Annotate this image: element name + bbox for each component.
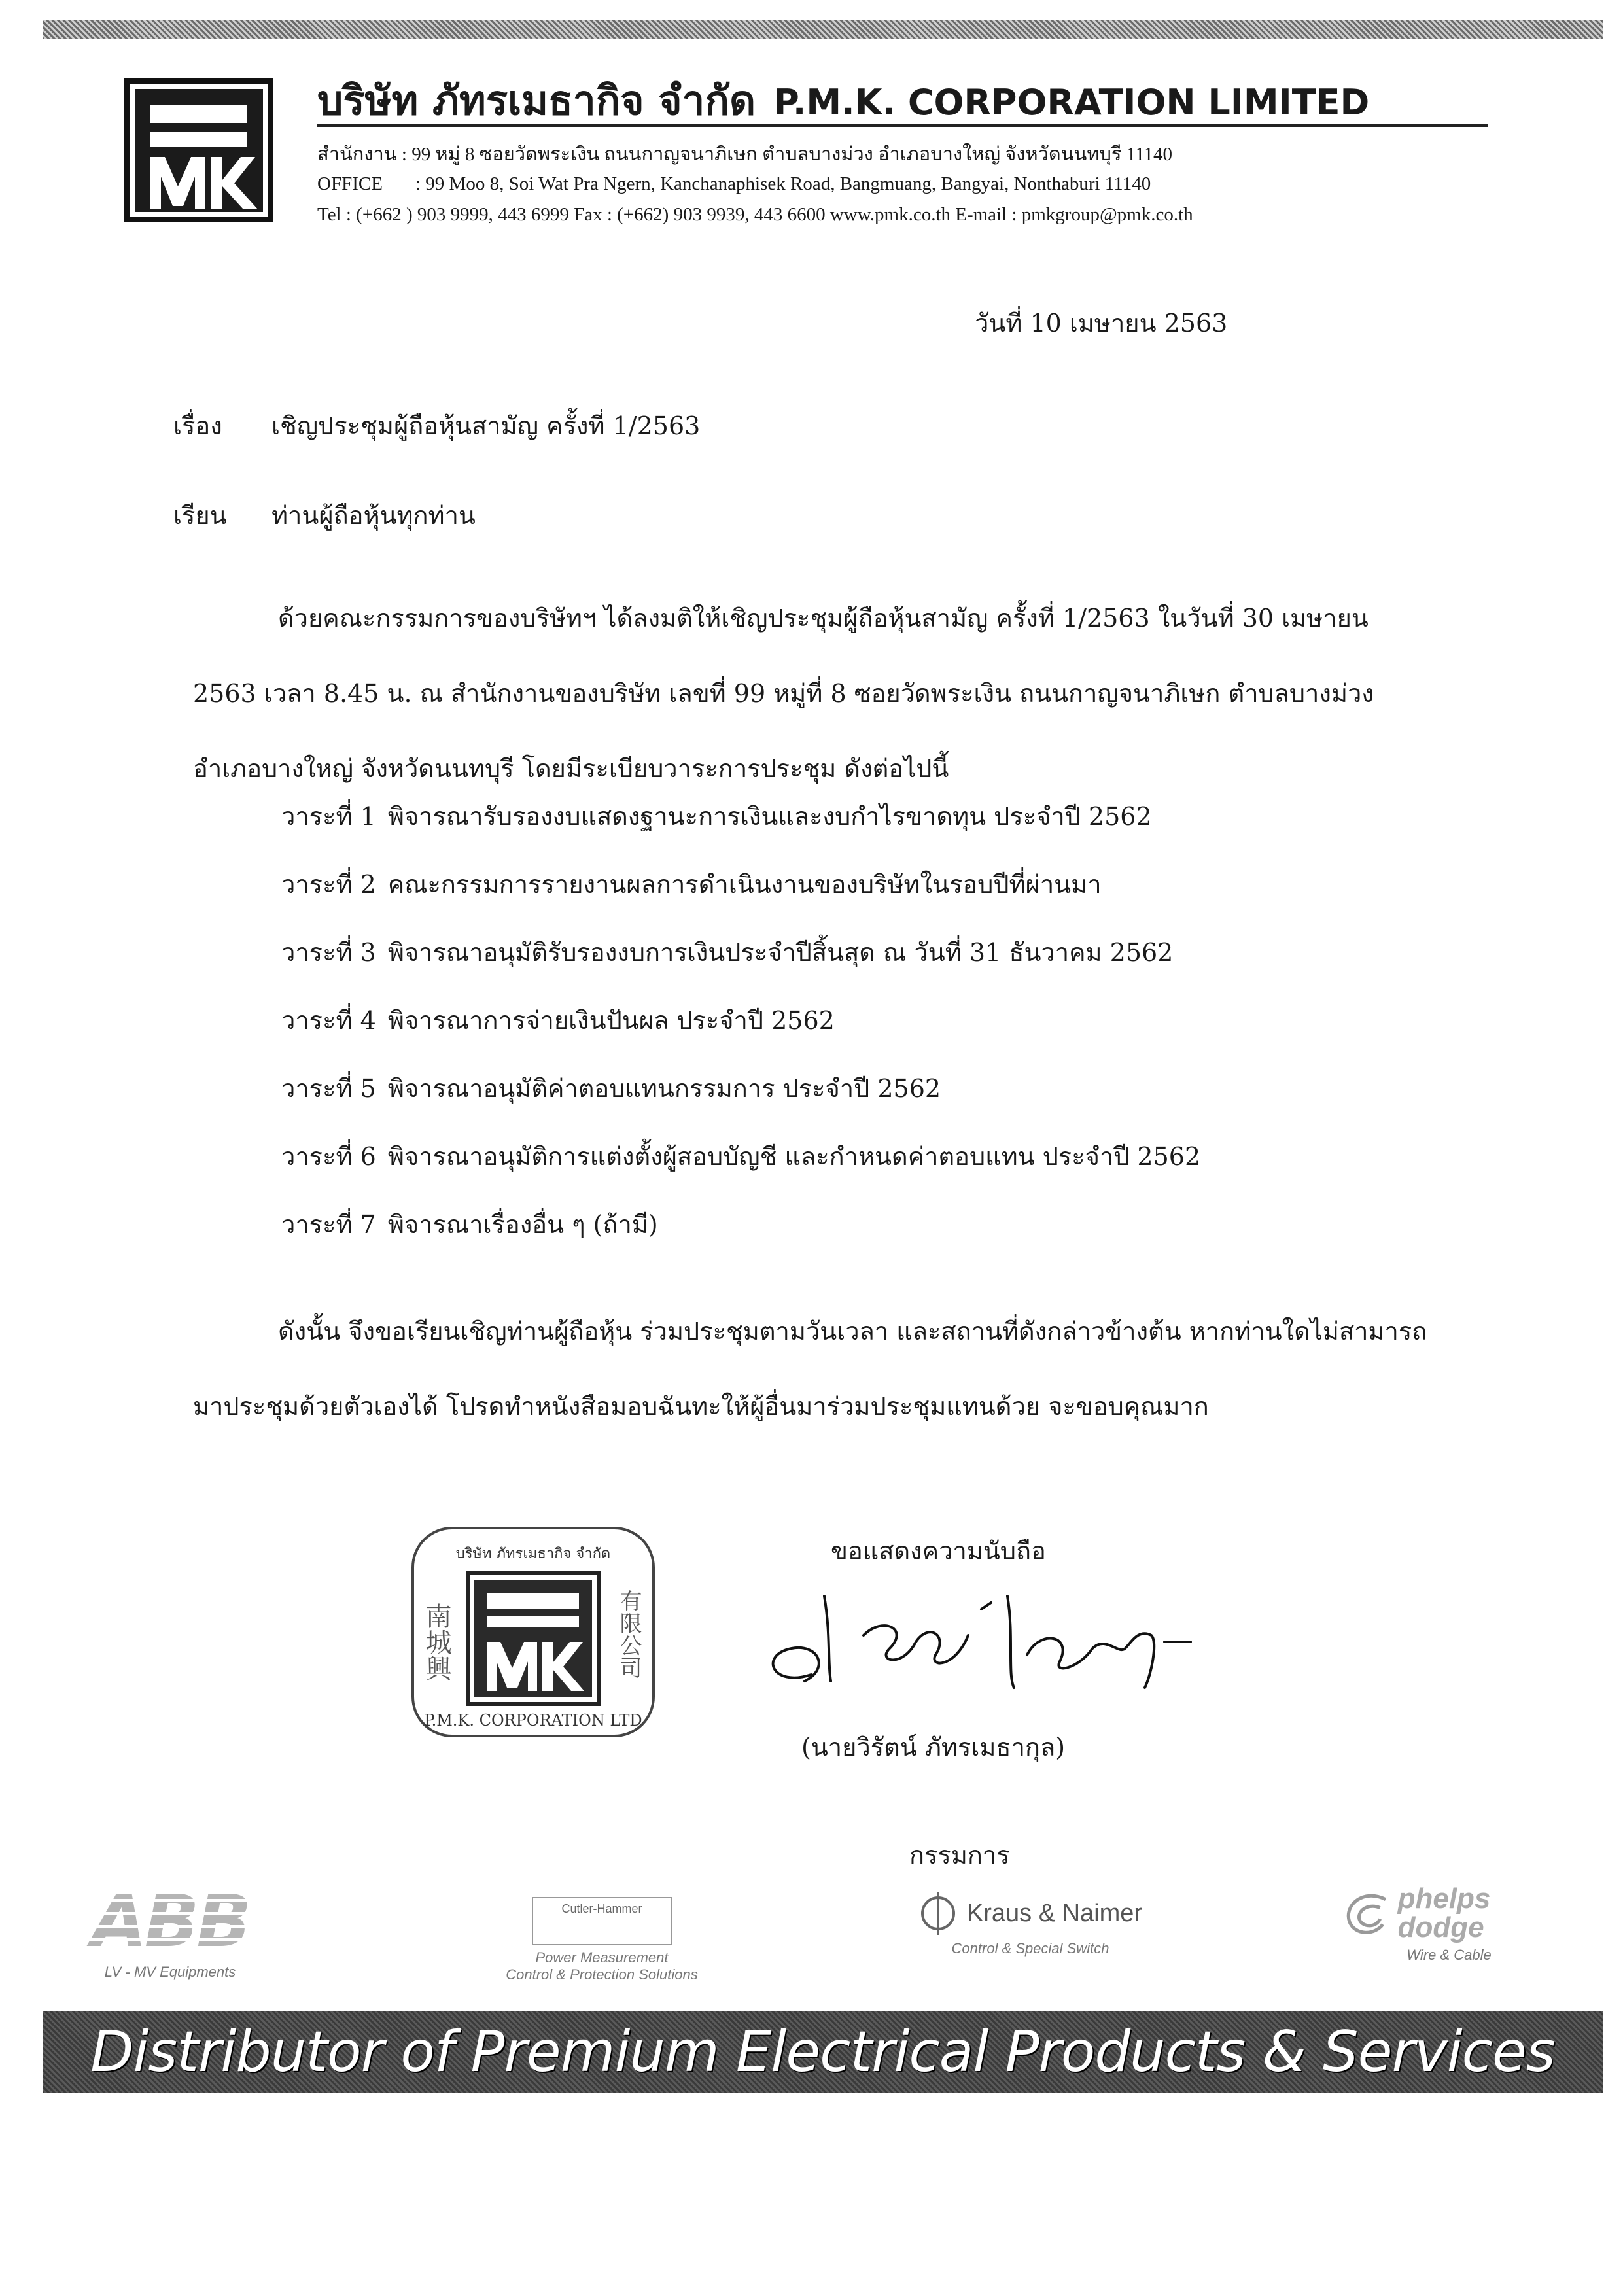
brand-logos (0, 1884, 1623, 2002)
contact-line: Tel : (+662 ) 903 9999, 443 6999 Fax : (+662) 903 9939, 443 6600 www.pmk.co.th E-mail : pmkgroup@pmk.co.th (317, 204, 1193, 225)
agenda-text: คณะกรรมการรายงานผลการดำเนินงานของบริษัทในรอบปีที่ผ่านมา (387, 870, 1102, 899)
agenda-text: พิจารณาการจ่ายเงินปันผล ประจำปี 2562 (387, 1006, 835, 1035)
seal-top-text: บริษัท ภัทรเมธากิจ จำกัด (455, 1546, 611, 1562)
agenda-text: พิจารณาเรื่องอื่น ๆ (ถ้ามี) (387, 1210, 658, 1239)
header-rule (317, 124, 1488, 127)
agenda-list (281, 796, 1200, 1272)
agenda-number: วาระที่ 2 (281, 870, 376, 899)
intro-text: ด้วยคณะกรรมการของบริษัทฯ ได้ลงมติให้เชิญประชุมผู้ถือหุ้นสามัญ ครั้งที่ 1/2563 ในวันที่ 30 เมษายน 2563 เวลา 8.45 น. ณ สำนักงานของบริษัท เลขที่ 99 หมู่ที่ 8 ซอยวัดพระเงิน ถนนกาญจนาภิเษก ตำบลบางม่วง อำเภอบางใหญ่ จังหวัดนนทบุรี โดยมีระเบียบวาระการประชุม ดังต่อไปนี้ (193, 604, 1374, 783)
signer-position: กรรมการ (909, 1841, 1010, 1870)
agenda-text: พิจารณาอนุมัติค่าตอบแทนกรรมการ ประจำปี 2562 (387, 1074, 941, 1103)
kraus-naimer-logo (873, 1890, 1187, 1936)
subject-label: เรื่อง (173, 411, 222, 440)
svg-text:ABB: ABB (91, 1884, 249, 1956)
closing-paragraph (193, 1294, 1436, 1444)
kraus-naimer-wordmark: Kraus & Naimer (966, 1899, 1143, 1927)
company-name-en: P.M.K. CORPORATION LIMITED (773, 82, 1370, 123)
agenda-item (281, 796, 1200, 864)
agenda-text: พิจารณารับรองงบแสดงฐานะการเงินและงบกำไรขาดทุน ประจำปี 2562 (387, 802, 1152, 831)
salutation-text: ท่านผู้ถือหุ้นทุกท่าน (271, 501, 476, 530)
brand-phelps-dodge (1341, 1884, 1557, 1964)
company-name-th: บริษัท ภัทรเมธากิจ จำกัด (317, 77, 756, 124)
agenda-item (281, 1204, 1200, 1272)
seal-left-chars: 南城興 (421, 1603, 451, 1681)
address-english (317, 173, 1151, 195)
intro-paragraph (193, 581, 1436, 807)
agenda-item (281, 932, 1200, 1000)
address-thai: สำนักงาน : 99 หมู่ 8 ซอยวัดพระเงิน ถนนกาญจนาภิเษก ตำบลบางม่วง อำเภอบางใหญ่ จังหวัดนนทบุรี 11140 (317, 144, 1173, 165)
brand-caption: Control & Special Switch (951, 1940, 1109, 1957)
top-decorative-band (43, 20, 1603, 39)
agenda-item (281, 1068, 1200, 1136)
phelps-dodge-wordmark: phelps dodge (1397, 1883, 1491, 1943)
closing-text: ดังนั้น จึงขอเรียนเชิญท่านผู้ถือหุ้น ร่วมประชุมตามวันเวลา และสถานที่ดังกล่าวข้างต้น หากท่านใดไม่สามารถมาประชุมด้วยตัวเองได้ โปรดทำหนังสือมอบฉันทะให้ผู้อื่นมาร่วมประชุมแทนด้วย จะขอบคุณมาก (193, 1317, 1427, 1421)
agenda-text: พิจารณาอนุมัติการแต่งตั้งผู้สอบบัญชี และกำหนดค่าตอบแทน ประจำปี 2562 (387, 1142, 1201, 1171)
agenda-number: วาระที่ 6 (281, 1142, 376, 1171)
seal-right-chars: 有限公司 (616, 1590, 642, 1679)
brand-caption: Power Measurement Control & Protection Solutions (506, 1949, 698, 1983)
kraus-naimer-icon (918, 1890, 958, 1936)
salutation-label: เรียน (173, 501, 227, 530)
signature (733, 1557, 1243, 1714)
brand-caption: LV - MV Equipments (104, 1964, 236, 1980)
agenda-item (281, 1000, 1200, 1068)
agenda-number: วาระที่ 5 (281, 1074, 376, 1103)
seal-bottom-text: P.M.K. CORPORATION LTD (424, 1711, 642, 1730)
salutation-line (173, 495, 476, 535)
agenda-number: วาระที่ 4 (281, 1006, 376, 1035)
letter-date: วันที่ 10 เมษายน 2563 (975, 309, 1228, 338)
company-name (317, 69, 1369, 133)
footer-tagline: Distributor of Premium Electrical Products & Services (90, 2019, 1555, 2085)
pmk-logo (124, 78, 273, 222)
brand-kraus-naimer (873, 1890, 1187, 1957)
agenda-item (281, 864, 1200, 932)
abb-logo (82, 1884, 258, 1956)
agenda-number: วาระที่ 7 (281, 1210, 376, 1239)
subject-line (173, 406, 700, 445)
office-label: OFFICE (317, 173, 383, 194)
office-address: : 99 Moo 8, Soi Wat Pra Ngern, Kanchanaphisek Road, Bangmuang, Bangyai, Nonthaburi 11140 (415, 173, 1151, 194)
subject-text: เชิญประชุมผู้ถือหุ้นสามัญ ครั้งที่ 1/2563 (271, 411, 701, 440)
brand-abb (52, 1884, 288, 1981)
phelps-dodge-swirl-icon (1341, 1884, 1391, 1943)
brand-caption: Wire & Cable (1406, 1947, 1492, 1963)
sign-off: ขอแสดงความนับถือ (831, 1537, 1046, 1565)
phelps-dodge-logo (1341, 1884, 1557, 1943)
agenda-text: พิจารณาอนุมัติรับรองงบการเงินประจำปีสิ้นสุด ณ วันที่ 31 ธันวาคม 2562 (387, 938, 1174, 967)
brand-cutler-hammer (451, 1897, 752, 1983)
company-seal (409, 1524, 657, 1740)
agenda-item (281, 1136, 1200, 1204)
cutler-hammer-logo: Cutler-Hammer (532, 1897, 672, 1945)
signer-name: (นายวิรัตน์ ภัทรเมธากุล) (801, 1733, 1066, 1762)
agenda-number: วาระที่ 1 (281, 802, 376, 831)
agenda-number: วาระที่ 3 (281, 938, 376, 967)
